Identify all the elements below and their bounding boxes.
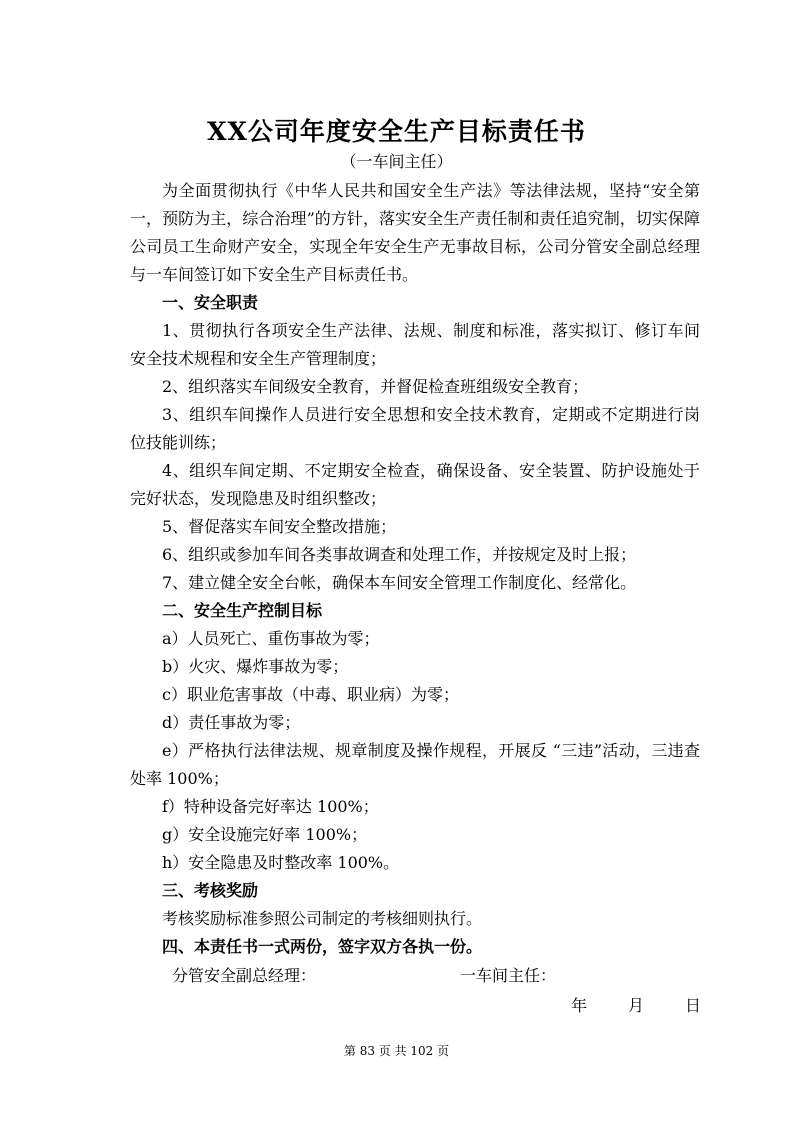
intro-paragraph: 为全面贯彻执行《中华人民共和国安全生产法》等法律法规，坚持“安全第一，预防为主，综合治理”的方针，落实安全生产责任制和责任追究制，切实保障公司员工生命财产安全，实现全年安全生产无事故目标，公司分管安全副总经理与一车间签订如下安全生产目标责任书。 bbox=[130, 181, 700, 284]
target-item: a）人员死亡、重伤事故为零； bbox=[162, 629, 380, 648]
duty-item: 7、建立健全安全台帐，确保本车间安全管理工作制度化、经常化。 bbox=[162, 573, 637, 592]
target-item: f）特种设备完好率达 100%； bbox=[162, 797, 379, 816]
target-item: g）安全设施完好率 100%； bbox=[162, 825, 368, 844]
document-title: XX公司年度安全生产目标责任书 bbox=[207, 117, 586, 146]
target-item: h）安全隐患及时整改率 100%。 bbox=[162, 853, 400, 872]
section-heading-copies: 四、本责任书一式两份，签字双方各执一份。 bbox=[162, 937, 483, 956]
document-subtitle: （一车间主任） bbox=[340, 152, 453, 171]
signature-label-workshop-director: 一车间主任： bbox=[460, 966, 557, 985]
date-row bbox=[130, 992, 700, 1022]
date-year-label: 年 bbox=[571, 996, 588, 1015]
section-heading-rewards: 三、考核奖励 bbox=[162, 881, 259, 900]
document-body bbox=[130, 177, 700, 1022]
target-item: c）职业危害事故（中毒、职业病）为零； bbox=[162, 685, 459, 704]
signature-row bbox=[130, 962, 700, 992]
date-month-label: 月 bbox=[628, 996, 645, 1015]
date-day-label: 日 bbox=[685, 996, 702, 1015]
section-heading-targets: 二、安全生产控制目标 bbox=[162, 601, 323, 620]
duty-item: 2、组织落实车间级安全教育，并督促检查班组级安全教育； bbox=[162, 377, 589, 396]
duty-item: 4、组织车间定期、不定期安全检查，确保设备、安全装置、防护设施处于完好状态，发现隐患及时组织整改； bbox=[130, 461, 700, 508]
section-heading-duties: 一、安全职责 bbox=[162, 293, 259, 312]
rewards-text: 考核奖励标准参照公司制定的考核细则执行。 bbox=[162, 909, 483, 928]
target-item: d）责任事故为零； bbox=[162, 713, 301, 732]
duty-item: 5、督促落实车间安全整改措施； bbox=[162, 517, 397, 536]
duty-item: 1、贯彻执行各项安全生产法律、法规、制度和标准，落实拟订、修订车间安全技术规程和安全生产管理制度； bbox=[130, 321, 700, 368]
target-item: b）火灾、爆炸事故为零； bbox=[162, 657, 349, 676]
target-item: e）严格执行法律法规、规章制度及操作规程，开展反 “三违”活动，三违查处率 100%； bbox=[130, 741, 700, 788]
signature-label-deputy-gm: 分管安全副总经理： bbox=[172, 966, 317, 985]
duty-item: 3、组织车间操作人员进行安全思想和安全技术教育，定期或不定期进行岗位技能训练； bbox=[130, 405, 700, 452]
duty-item: 6、组织或参加车间各类事故调查和处理工作，并按规定及时上报； bbox=[162, 545, 637, 564]
page-footer: 第 83 页 共 102 页 bbox=[343, 1044, 450, 1058]
